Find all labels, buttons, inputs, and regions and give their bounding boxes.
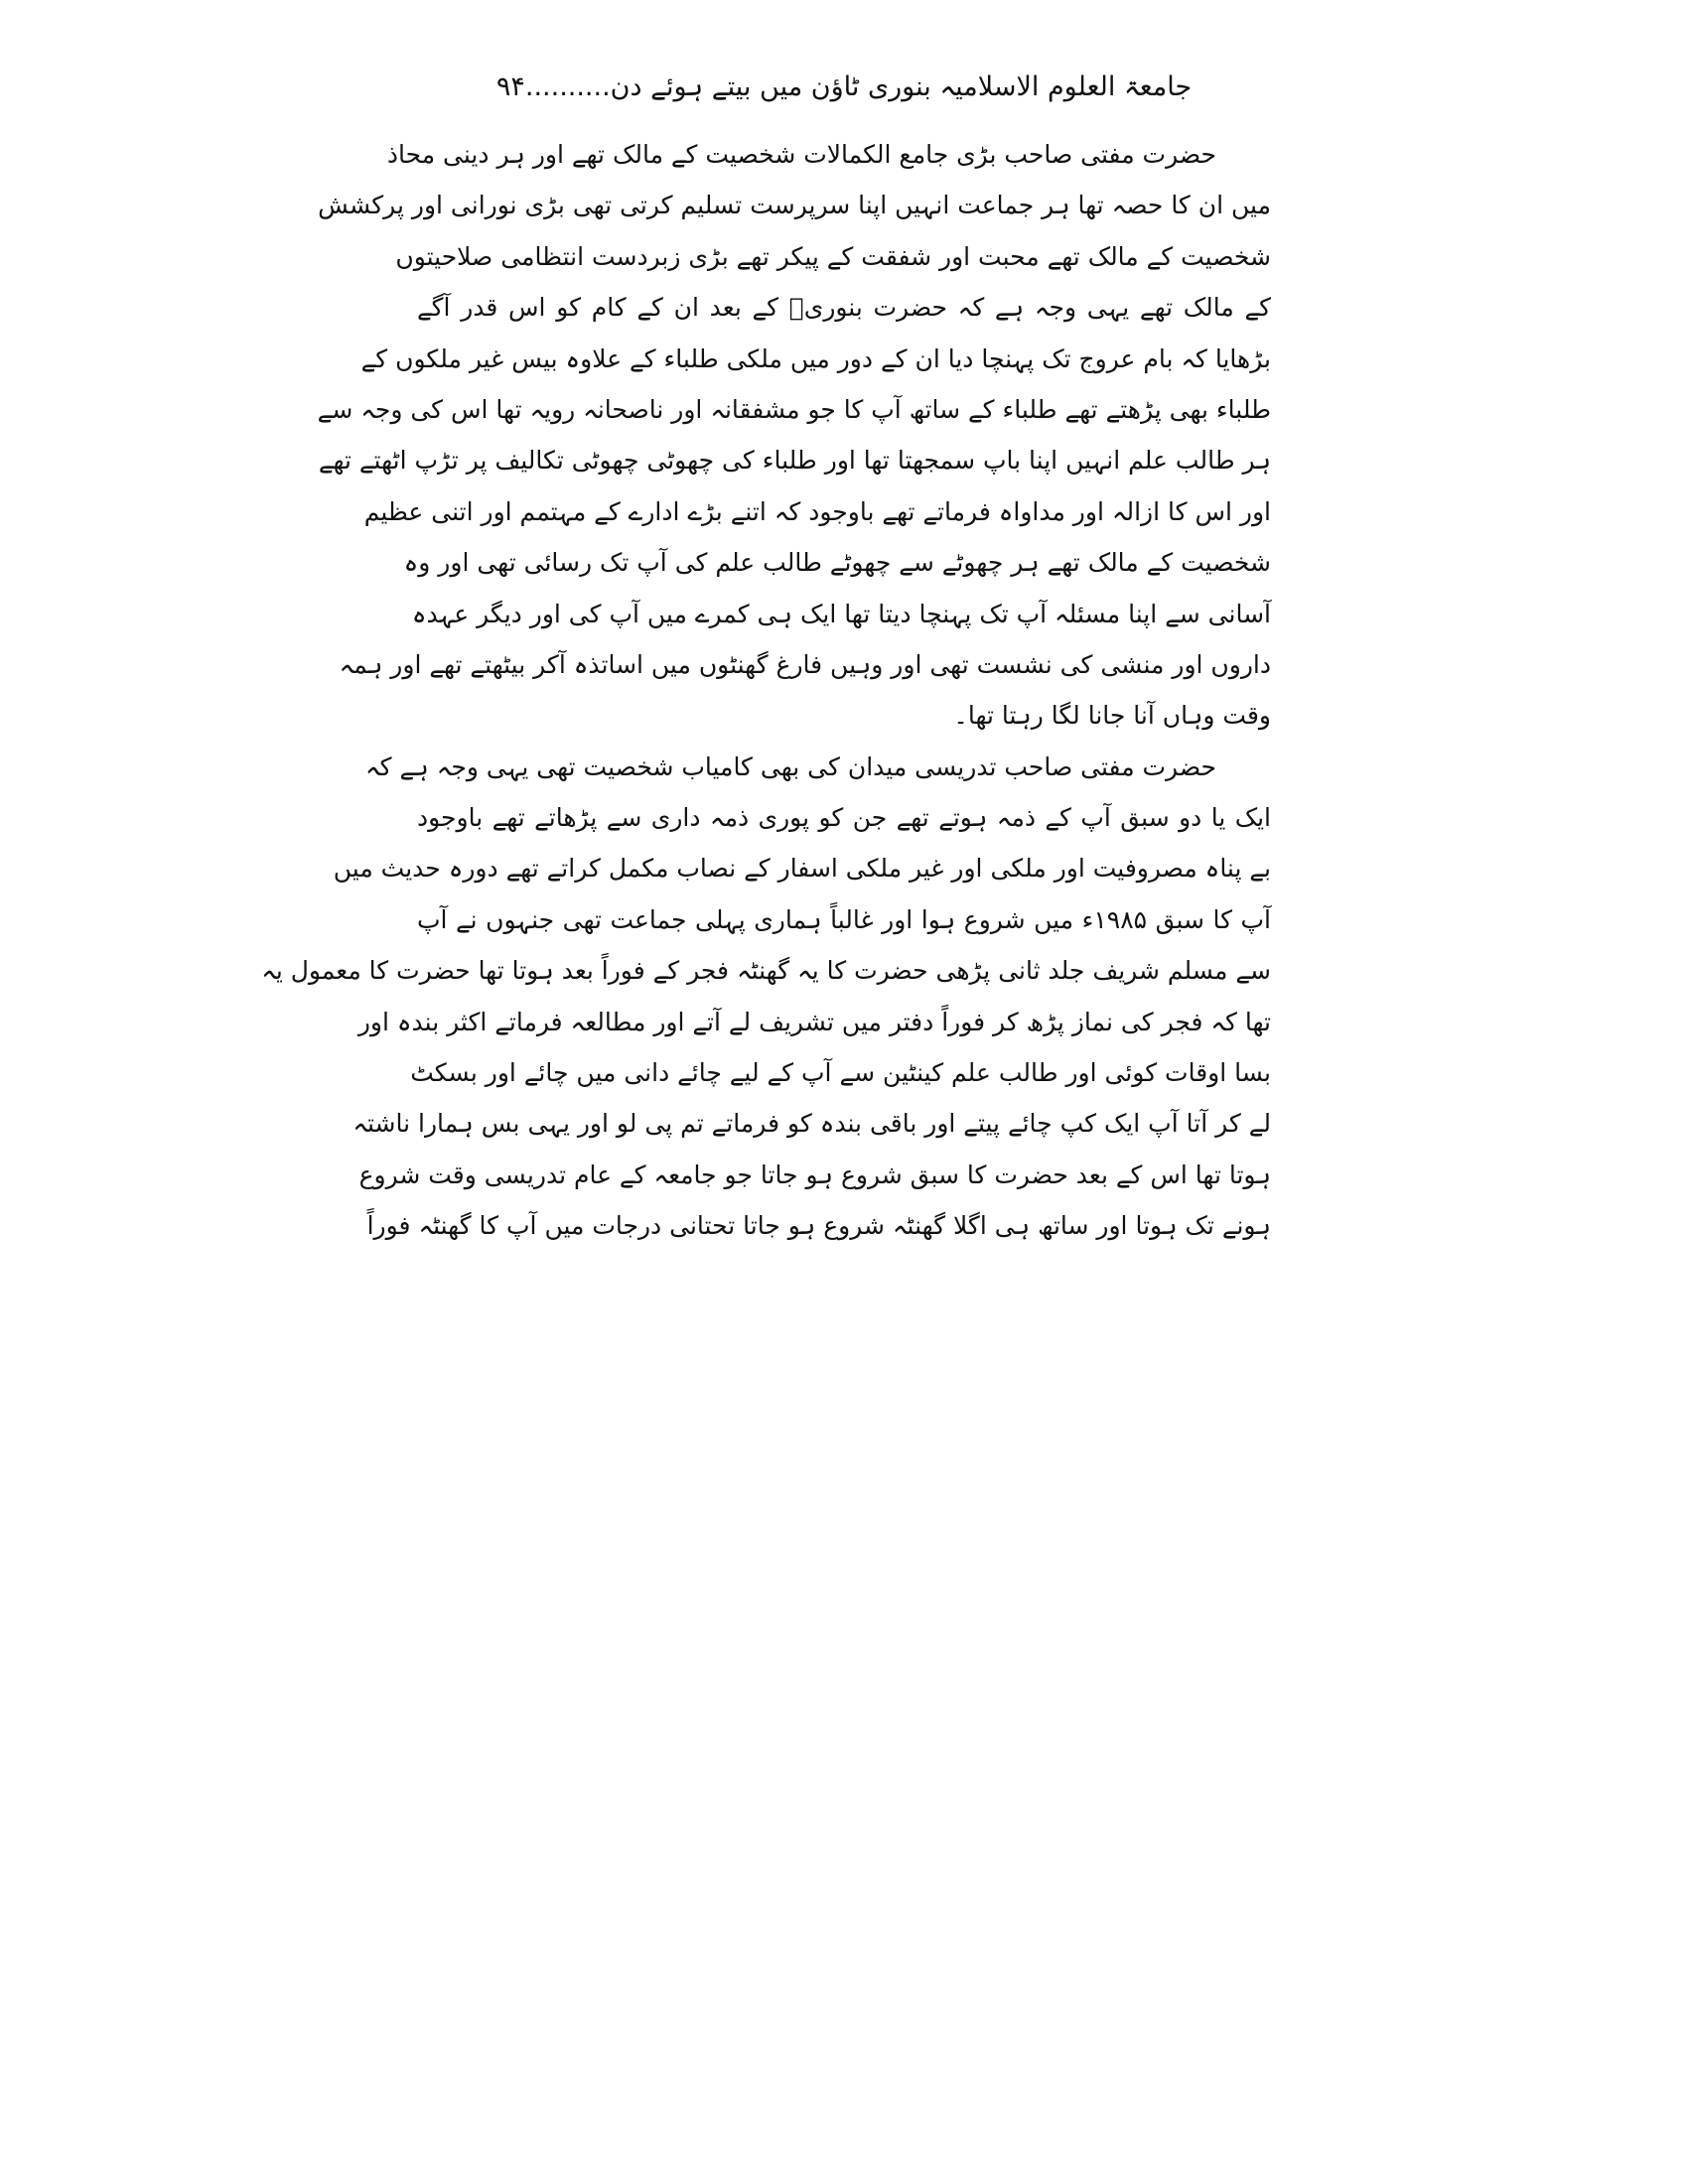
text-line: آسانی سے اپنا مسئلہ آپ تک پہنچا دیتا تھا ایک ہی کمرے میں آپ کی اور دیگر عہدہ: [411, 599, 1271, 628]
text-line: طلباء بھی پڑھتے تھے طلباء کے ساتھ آپ کا جو مشفقانہ اور ناصحانہ رویہ تھا اس کی وجہ سے: [317, 394, 1271, 424]
text-line: تھا کہ فجر کی نماز پڑھ کر فوراً دفتر میں تشریف لے آتے اور مطالعہ فرماتے اکثر بندہ اور: [357, 1007, 1271, 1036]
paragraph-1: [317, 129, 1271, 742]
text-line: ہر طالب علم انہیں اپنا باپ سمجھتا تھا اور طلباء کی چھوٹی چھوٹی تکالیف پر تڑپ اٹھتے تھے: [318, 446, 1271, 476]
text-line: بسا اوقات کوئی اور طالب علم کینٹین سے آپ کے لیے چائے دانی میں چائے اور بسکٹ: [410, 1058, 1271, 1088]
text-line: کے مالک تھے یہی وجہ ہے کہ حضرت بنوریؒ کے بعد ان کے کام کو اس قدر آگے: [417, 293, 1271, 323]
text-line: وقت وہاں آنا جانا لگا رہتا تھا۔: [953, 701, 1271, 731]
text-line: ایک یا دو سبق آپ کے ذمہ ہوتے تھے جن کو پوری ذمہ داری سے پڑھاتے تھے باوجود: [417, 803, 1271, 833]
text-line: داروں اور منشی کی نشست تھی اور وہیں فارغ گھنٹوں میں اساتذہ آکر بیٹھتے تھے اور ہمہ: [339, 649, 1271, 679]
text-line: بے پناہ مصروفیت اور ملکی اور غیر ملکی اسفار کے نصاب مکمل کراتے تھے دورہ حدیث میں: [333, 854, 1271, 884]
text-line: سے مسلم شریف جلد ثانی پڑھی حضرت کا یہ گھنٹہ فجر کے فوراً بعد ہوتا تھا حضرت کا معمول یہ: [261, 956, 1271, 986]
text-line: ہوتا تھا اس کے بعد حضرت کا سبق شروع ہو جاتا جو جامعہ کے عام تدریسی وقت شروع: [358, 1160, 1271, 1189]
text-line: لے کر آتا آپ ایک کپ چائے پیتے اور باقی بندہ کو فرماتے تم پی لو اور یہی بس ہمارا ناشتہ: [352, 1109, 1271, 1139]
text-line: شخصیت کے مالک تھے محبت اور شفقت کے پیکر تھے بڑی زبردست انتظامی صلاحیتوں: [395, 241, 1271, 271]
body-text: [261, 129, 1272, 1252]
text-line: حضرت مفتی صاحب تدریسی میدان کی بھی کامیاب شخصیت تھی یہی وجہ ہے کہ: [365, 751, 1216, 781]
text-line: میں ان کا حصہ تھا ہر جماعت انہیں اپنا سرپرست تسلیم کرتی تھی بڑی نورانی اور پرکشش: [318, 191, 1271, 220]
text-line: اور اس کا ازالہ اور مداواہ فرماتے تھے باوجود کہ اتنے بڑے ادارے کے مہتمم اور اتنی عظیم: [363, 496, 1271, 526]
text-line: ہونے تک ہوتا اور ساتھ ہی اگلا گھنٹہ شروع ہو جاتا تحتانی درجات میں آپ کا گھنٹہ فوراً: [366, 1211, 1271, 1241]
text-line: آپ کا سبق ۱۹۸۵ء میں شروع ہوا اور غالباً ہماری پہلی جماعت تھی جنہوں نے آپ: [417, 904, 1272, 934]
running-header: جامعۃ العلوم الاسلامیہ بنوری ٹاؤن میں بیتے ہوئے دن..........۹۴: [495, 71, 1193, 102]
text-line: بڑھایا کہ بام عروج تک پہنچا دیا ان کے دور میں ملکی طلباء کے علاوہ بیس غیر ملکوں کے: [360, 343, 1271, 373]
paragraph-2: [261, 742, 1272, 1252]
text-line: حضرت مفتی صاحب بڑی جامع الکمالات شخصیت کے مالک تھے اور ہر دینی محاذ: [386, 140, 1216, 169]
text-line: شخصیت کے مالک تھے ہر چھوٹے سے چھوٹے طالب علم کی آپ تک رسائی تھی اور وہ: [403, 548, 1271, 578]
